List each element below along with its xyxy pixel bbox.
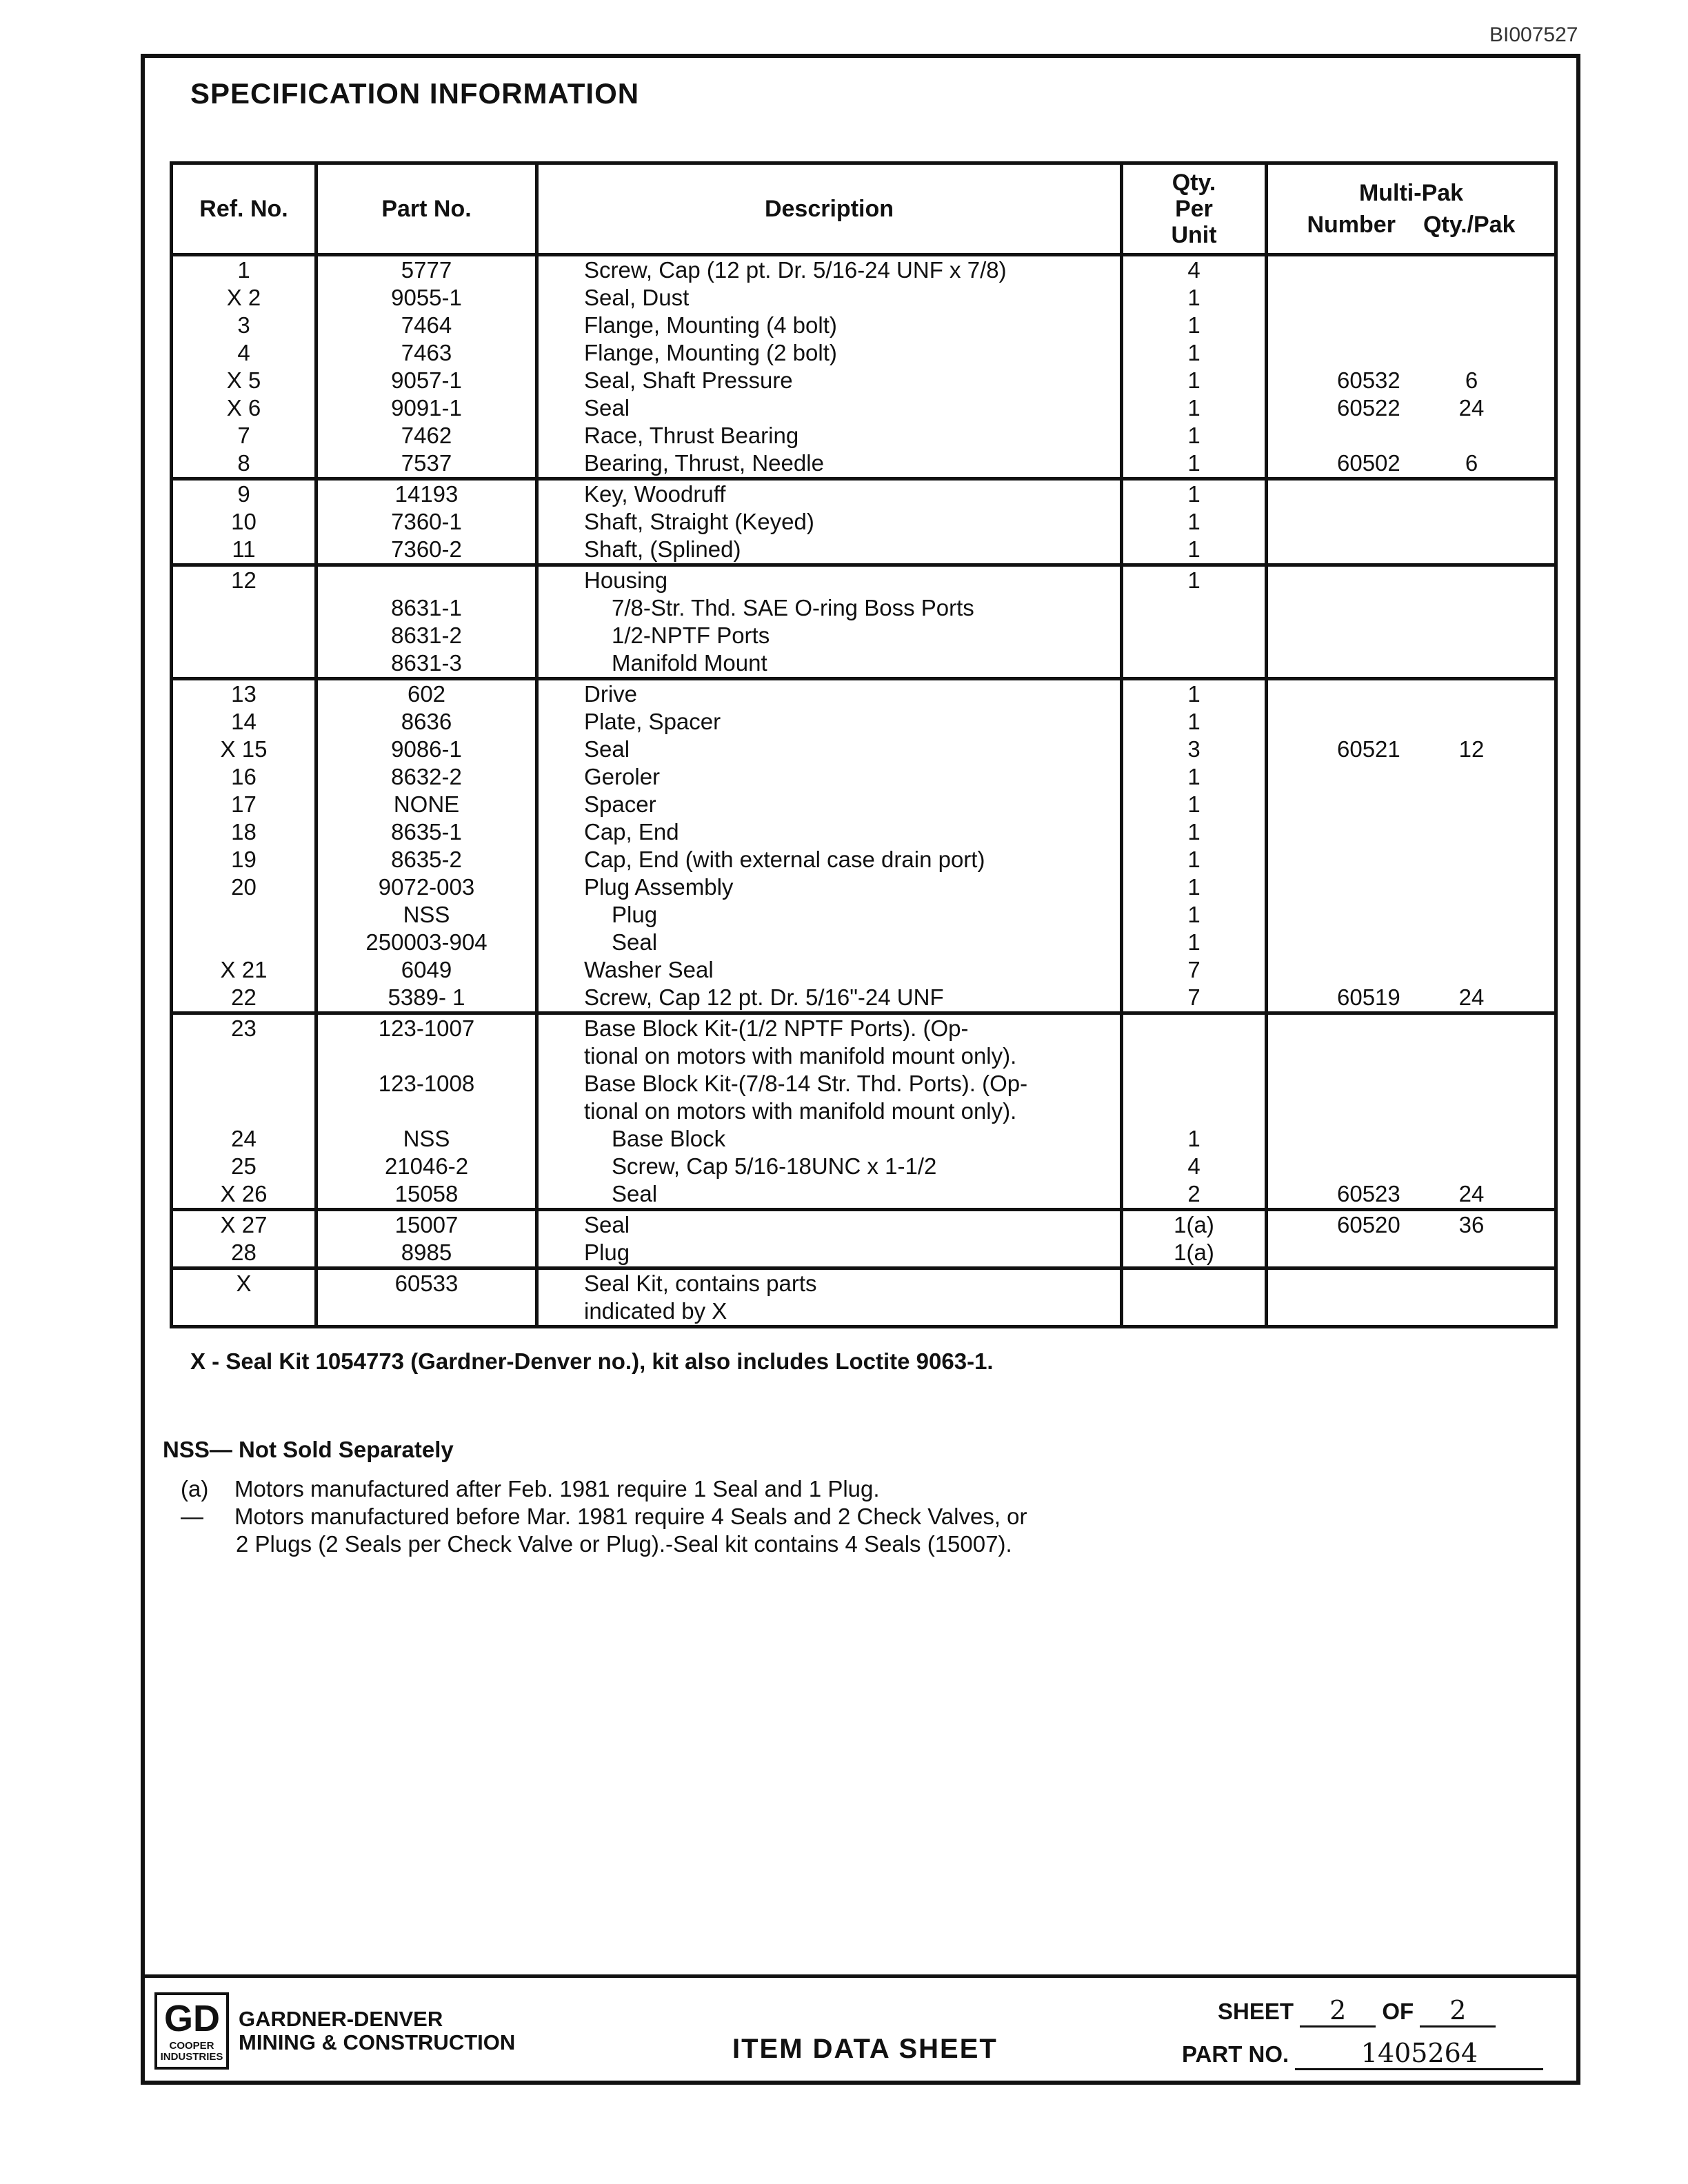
cell-qty: 1(a) — [1122, 1239, 1267, 1268]
cell-part-no: 7463 — [316, 339, 537, 367]
table-row — [172, 846, 1556, 873]
cell-multipak — [1267, 339, 1556, 367]
cell-part-no: 5777 — [316, 255, 537, 285]
table-row — [172, 422, 1556, 449]
table-row — [172, 367, 1556, 394]
cell-part-no: 6049 — [316, 956, 537, 984]
company-line2: MINING & CONSTRUCTION — [239, 2030, 516, 2054]
cell-ref: 19 — [172, 846, 316, 873]
cell-multipak — [1267, 1098, 1556, 1125]
cell-ref: 23 — [172, 1013, 316, 1043]
cell-description: Cap, End — [537, 818, 1122, 846]
table-row — [172, 1042, 1556, 1070]
cell-part-no: 9072-003 — [316, 873, 537, 901]
table-row — [172, 873, 1556, 901]
cell-ref: 3 — [172, 312, 316, 339]
cell-part-no: 250003-904 — [316, 929, 537, 956]
cell-description: tional on motors with manifold mount only). — [537, 1098, 1122, 1125]
cell-description: Seal — [537, 736, 1122, 763]
cell-qty: 1 — [1122, 479, 1267, 509]
table-row — [172, 339, 1556, 367]
cell-multipak — [1267, 929, 1556, 956]
table-row — [172, 1098, 1556, 1125]
cell-description: 7/8-Str. Thd. SAE O-ring Boss Ports — [537, 594, 1122, 622]
cell-multipak — [1267, 956, 1556, 984]
cell-qty: 4 — [1122, 1153, 1267, 1180]
table-row — [172, 1013, 1556, 1043]
cell-ref: 20 — [172, 873, 316, 901]
cell-qty: 1 — [1122, 818, 1267, 846]
cell-multipak — [1267, 449, 1556, 479]
cell-part-no — [316, 1042, 537, 1070]
cell-qty: 3 — [1122, 736, 1267, 763]
logo-mark: GD — [164, 1998, 220, 2039]
cell-description: Spacer — [537, 791, 1122, 818]
cell-ref — [172, 1042, 316, 1070]
table-row — [172, 984, 1556, 1013]
cell-ref — [172, 929, 316, 956]
cell-qty — [1122, 1098, 1267, 1125]
header-qty-line3: Unit — [1171, 222, 1217, 248]
cell-qty: 1 — [1122, 284, 1267, 312]
cell-part-no: 60533 — [316, 1268, 537, 1298]
cell-qty: 1 — [1122, 394, 1267, 422]
cell-part-no: 8635-2 — [316, 846, 537, 873]
cell-multipak — [1267, 901, 1556, 929]
cell-description: Plug Assembly — [537, 873, 1122, 901]
cell-multipak — [1267, 394, 1556, 422]
table-row — [172, 1180, 1556, 1210]
cell-description: Base Block Kit-(7/8-14 Str. Thd. Ports). (Op- — [537, 1070, 1122, 1098]
header-description: Description — [537, 163, 1122, 255]
table-row — [172, 708, 1556, 736]
table-row — [172, 791, 1556, 818]
cell-description: Seal, Dust — [537, 284, 1122, 312]
table-row — [172, 736, 1556, 763]
cell-description: Seal — [537, 1210, 1122, 1240]
cell-description: tional on motors with manifold mount only). — [537, 1042, 1122, 1070]
cell-multipak — [1267, 479, 1556, 509]
cell-description: Manifold Mount — [537, 649, 1122, 679]
cell-description: Plug — [537, 1239, 1122, 1268]
cell-description: Seal Kit, contains parts — [537, 1268, 1122, 1298]
cell-qty: 4 — [1122, 255, 1267, 285]
table-row — [172, 312, 1556, 339]
cell-ref: X 6 — [172, 394, 316, 422]
header-qty-line1: Qty. — [1172, 170, 1216, 196]
table-row — [172, 1125, 1556, 1153]
cell-part-no: 8985 — [316, 1239, 537, 1268]
multipak-qty: 24 — [1458, 395, 1485, 421]
cell-ref: 13 — [172, 679, 316, 709]
table-row — [172, 1153, 1556, 1180]
cell-ref: X 5 — [172, 367, 316, 394]
cell-qty: 1 — [1122, 508, 1267, 536]
cell-part-no: 8635-1 — [316, 818, 537, 846]
cell-ref: X — [172, 1268, 316, 1298]
cell-qty: 1 — [1122, 449, 1267, 479]
cell-multipak — [1267, 255, 1556, 285]
cell-ref — [172, 901, 316, 929]
cell-qty: 1 — [1122, 679, 1267, 709]
section-title: SPECIFICATION INFORMATION — [190, 77, 640, 110]
cell-part-no: 8632-2 — [316, 763, 537, 791]
cell-part-no: 8631-1 — [316, 594, 537, 622]
table-row — [172, 394, 1556, 422]
cell-description: Key, Woodruff — [537, 479, 1122, 509]
table-row — [172, 1210, 1556, 1240]
multipak-number: 60523 — [1337, 1181, 1400, 1206]
cell-ref: X 27 — [172, 1210, 316, 1240]
multipak-number: 60522 — [1337, 395, 1400, 421]
cell-multipak — [1267, 1125, 1556, 1153]
part-number — [1182, 2038, 1543, 2070]
cell-part-no: NSS — [316, 901, 537, 929]
cell-multipak — [1267, 679, 1556, 709]
cell-ref: 12 — [172, 565, 316, 595]
cell-description: Cap, End (with external case drain port) — [537, 846, 1122, 873]
cell-multipak — [1267, 873, 1556, 901]
cell-qty: 7 — [1122, 956, 1267, 984]
cell-qty — [1122, 1070, 1267, 1098]
logo-text: COOPER INDUSTRIES — [160, 2040, 223, 2063]
cell-qty: 1 — [1122, 873, 1267, 901]
cell-multipak — [1267, 1297, 1556, 1327]
cell-ref: 4 — [172, 339, 316, 367]
table-row — [172, 649, 1556, 679]
cell-part-no: 14193 — [316, 479, 537, 509]
cell-qty: 1 — [1122, 1125, 1267, 1153]
cell-ref: X 21 — [172, 956, 316, 984]
cell-description: Plate, Spacer — [537, 708, 1122, 736]
cell-qty: 1 — [1122, 422, 1267, 449]
cell-description: Washer Seal — [537, 956, 1122, 984]
sheet-value: 2 — [1300, 1995, 1376, 2028]
cell-ref: 24 — [172, 1125, 316, 1153]
cell-multipak — [1267, 1070, 1556, 1098]
header-qty — [1122, 163, 1267, 255]
cell-ref — [172, 649, 316, 679]
table-row — [172, 1239, 1556, 1268]
multipak-number: 60502 — [1337, 450, 1400, 476]
cell-part-no: 5389- 1 — [316, 984, 537, 1013]
table-row — [172, 536, 1556, 565]
cell-qty — [1122, 1013, 1267, 1043]
cell-qty: 1 — [1122, 536, 1267, 565]
of-value: 2 — [1420, 1995, 1496, 2028]
table-row — [172, 508, 1556, 536]
cell-multipak — [1267, 818, 1556, 846]
cell-ref: 1 — [172, 255, 316, 285]
cell-ref — [172, 1297, 316, 1327]
multipak-qty: 6 — [1465, 367, 1478, 393]
cell-qty — [1122, 1268, 1267, 1298]
cell-qty: 1 — [1122, 367, 1267, 394]
cell-part-no: 21046-2 — [316, 1153, 537, 1180]
cell-multipak — [1267, 1042, 1556, 1070]
cell-part-no: 9057-1 — [316, 367, 537, 394]
table-row — [172, 679, 1556, 709]
cell-multipak — [1267, 846, 1556, 873]
cell-qty — [1122, 1297, 1267, 1327]
cell-qty: 1 — [1122, 929, 1267, 956]
cell-ref: 17 — [172, 791, 316, 818]
cell-description: Plug — [537, 901, 1122, 929]
cell-ref: X 2 — [172, 284, 316, 312]
cell-description: Base Block Kit-(1/2 NPTF Ports). (Op- — [537, 1013, 1122, 1043]
cell-description: Shaft, (Splined) — [537, 536, 1122, 565]
note-a-line2: Motors manufactured before Mar. 1981 require 4 Seals and 2 Check Valves, or — [234, 1504, 1027, 1529]
cell-ref: 11 — [172, 536, 316, 565]
row-group — [172, 1268, 1556, 1327]
cell-qty: 1 — [1122, 901, 1267, 929]
row-group — [172, 1013, 1556, 1210]
cell-ref: 10 — [172, 508, 316, 536]
item-data-sheet-title: ITEM DATA SHEET — [732, 2034, 998, 2064]
nss-note: NSS— Not Sold Separately — [163, 1437, 454, 1462]
part-no-label: PART NO. — [1182, 2041, 1289, 2067]
cell-description: Seal, Shaft Pressure — [537, 367, 1122, 394]
cell-qty: 1 — [1122, 763, 1267, 791]
cell-ref — [172, 594, 316, 622]
cell-part-no: 15058 — [316, 1180, 537, 1210]
cell-description: Seal — [537, 929, 1122, 956]
cell-multipak — [1267, 708, 1556, 736]
cell-part-no — [316, 1098, 537, 1125]
cell-multipak — [1267, 312, 1556, 339]
cell-description: indicated by X — [537, 1297, 1122, 1327]
note-a-line1: Motors manufactured after Feb. 1981 require 1 Seal and 1 Plug. — [234, 1476, 880, 1502]
cell-ref — [172, 1098, 316, 1125]
note-a-line3: 2 Plugs (2 Seals per Check Valve or Plug).-Seal kit contains 4 Seals (15007). — [236, 1531, 1012, 1557]
cell-part-no: 7360-1 — [316, 508, 537, 536]
cell-qty — [1122, 1042, 1267, 1070]
cell-multipak — [1267, 1210, 1556, 1240]
multipak-qty: 12 — [1458, 736, 1485, 762]
multipak-number: 60532 — [1337, 367, 1400, 393]
document-id: BI007527 — [1489, 23, 1578, 46]
cell-part-no — [316, 1297, 537, 1327]
cell-description: Race, Thrust Bearing — [537, 422, 1122, 449]
cell-multipak — [1267, 594, 1556, 622]
cell-multipak — [1267, 984, 1556, 1013]
cell-qty — [1122, 594, 1267, 622]
cell-description: Seal — [537, 394, 1122, 422]
table-row — [172, 565, 1556, 595]
cell-ref: 9 — [172, 479, 316, 509]
cell-multipak — [1267, 763, 1556, 791]
cell-part-no: 7360-2 — [316, 536, 537, 565]
header-multipak-title: Multi-Pak — [1358, 180, 1464, 206]
cell-multipak — [1267, 284, 1556, 312]
cell-qty: 1 — [1122, 708, 1267, 736]
cell-ref: 28 — [172, 1239, 316, 1268]
cell-part-no: NSS — [316, 1125, 537, 1153]
table-row — [172, 284, 1556, 312]
company-logo — [154, 1992, 229, 2070]
company-name — [239, 2008, 515, 2054]
table-row — [172, 818, 1556, 846]
parts-table — [170, 161, 1558, 1328]
cell-qty: 1 — [1122, 565, 1267, 595]
cell-ref: 14 — [172, 708, 316, 736]
table-row — [172, 1070, 1556, 1098]
cell-part-no: 602 — [316, 679, 537, 709]
table-row — [172, 1268, 1556, 1298]
footer-divider — [141, 1974, 1580, 1978]
cell-multipak — [1267, 1013, 1556, 1043]
cell-description: Flange, Mounting (4 bolt) — [537, 312, 1122, 339]
cell-part-no: 15007 — [316, 1210, 537, 1240]
multipak-qty: 24 — [1458, 984, 1485, 1010]
multipak-number: 60520 — [1337, 1212, 1400, 1237]
sheet-label: SHEET — [1218, 1999, 1294, 2024]
cell-ref: X 26 — [172, 1180, 316, 1210]
cell-multipak — [1267, 736, 1556, 763]
cell-qty — [1122, 649, 1267, 679]
note-a-marker: (a)— — [181, 1476, 209, 1529]
cell-description: Screw, Cap 12 pt. Dr. 5/16"-24 UNF — [537, 984, 1122, 1013]
cell-multipak — [1267, 1268, 1556, 1298]
cell-qty: 2 — [1122, 1180, 1267, 1210]
cell-qty: 1 — [1122, 791, 1267, 818]
cell-description: Geroler — [537, 763, 1122, 791]
company-line1: GARDNER-DENVER — [239, 2007, 443, 2031]
multipak-number: 60521 — [1337, 736, 1400, 762]
cell-ref: X 15 — [172, 736, 316, 763]
cell-part-no: NONE — [316, 791, 537, 818]
cell-description: Housing — [537, 565, 1122, 595]
cell-description: Screw, Cap (12 pt. Dr. 5/16-24 UNF x 7/8) — [537, 255, 1122, 285]
cell-multipak — [1267, 622, 1556, 649]
cell-description: Base Block — [537, 1125, 1122, 1153]
cell-multipak — [1267, 422, 1556, 449]
table-row — [172, 763, 1556, 791]
cell-part-no: 8631-3 — [316, 649, 537, 679]
cell-description: Shaft, Straight (Keyed) — [537, 508, 1122, 536]
cell-part-no: 123-1008 — [316, 1070, 537, 1098]
cell-description: Drive — [537, 679, 1122, 709]
cell-description: Bearing, Thrust, Needle — [537, 449, 1122, 479]
row-group — [172, 479, 1556, 565]
cell-qty: 7 — [1122, 984, 1267, 1013]
cell-description: Screw, Cap 5/16-18UNC x 1-1/2 — [537, 1153, 1122, 1180]
cell-part-no: 123-1007 — [316, 1013, 537, 1043]
cell-qty: 1 — [1122, 339, 1267, 367]
row-group — [172, 1210, 1556, 1268]
row-group — [172, 565, 1556, 679]
table-row — [172, 449, 1556, 479]
cell-multipak — [1267, 649, 1556, 679]
of-label: OF — [1382, 1999, 1414, 2024]
header-part: Part No. — [316, 163, 537, 255]
cell-part-no: 7464 — [316, 312, 537, 339]
sheet-number — [1218, 1995, 1496, 2028]
table-row — [172, 479, 1556, 509]
cell-ref: 25 — [172, 1153, 316, 1180]
table-row — [172, 594, 1556, 622]
cell-part-no: 8631-2 — [316, 622, 537, 649]
table-row — [172, 1297, 1556, 1327]
cell-part-no: 7537 — [316, 449, 537, 479]
table-row — [172, 929, 1556, 956]
cell-multipak — [1267, 565, 1556, 595]
header-multipak-qty: Qty./Pak — [1423, 212, 1516, 238]
cell-description: Seal — [537, 1180, 1122, 1210]
cell-multipak — [1267, 367, 1556, 394]
cell-multipak — [1267, 1153, 1556, 1180]
row-group — [172, 679, 1556, 1013]
cell-part-no: 7462 — [316, 422, 537, 449]
table-row — [172, 622, 1556, 649]
cell-ref — [172, 1070, 316, 1098]
cell-ref: 8 — [172, 449, 316, 479]
multipak-number: 60519 — [1337, 984, 1400, 1010]
cell-description: 1/2-NPTF Ports — [537, 622, 1122, 649]
cell-ref: 16 — [172, 763, 316, 791]
cell-ref: 7 — [172, 422, 316, 449]
multipak-qty: 6 — [1465, 450, 1478, 476]
header-ref: Ref. No. — [172, 163, 316, 255]
cell-part-no: 8636 — [316, 708, 537, 736]
cell-qty: 1 — [1122, 312, 1267, 339]
header-multipak-number: Number — [1307, 212, 1396, 238]
cell-ref: 22 — [172, 984, 316, 1013]
cell-multipak — [1267, 1180, 1556, 1210]
row-group — [172, 255, 1556, 479]
cell-ref: 18 — [172, 818, 316, 846]
multipak-qty: 36 — [1458, 1212, 1485, 1237]
cell-part-no: 9091-1 — [316, 394, 537, 422]
cell-qty: 1(a) — [1122, 1210, 1267, 1240]
table-row — [172, 255, 1556, 285]
table-row — [172, 901, 1556, 929]
cell-qty — [1122, 622, 1267, 649]
cell-multipak — [1267, 508, 1556, 536]
cell-part-no: 9055-1 — [316, 284, 537, 312]
cell-multipak — [1267, 791, 1556, 818]
table-row — [172, 956, 1556, 984]
cell-qty: 1 — [1122, 846, 1267, 873]
table-header — [172, 163, 1556, 255]
cell-multipak — [1267, 1239, 1556, 1268]
seal-kit-note: X - Seal Kit 1054773 (Gardner-Denver no.), kit also includes Loctite 9063-1. — [190, 1348, 994, 1374]
cell-description: Flange, Mounting (2 bolt) — [537, 339, 1122, 367]
cell-part-no — [316, 565, 537, 595]
part-no-value: 1405264 — [1295, 2038, 1543, 2070]
cell-multipak — [1267, 536, 1556, 565]
cell-part-no: 9086-1 — [316, 736, 537, 763]
header-multipak — [1267, 163, 1556, 255]
header-qty-line2: Per — [1175, 196, 1213, 222]
multipak-qty: 24 — [1458, 1181, 1485, 1206]
cell-ref — [172, 622, 316, 649]
